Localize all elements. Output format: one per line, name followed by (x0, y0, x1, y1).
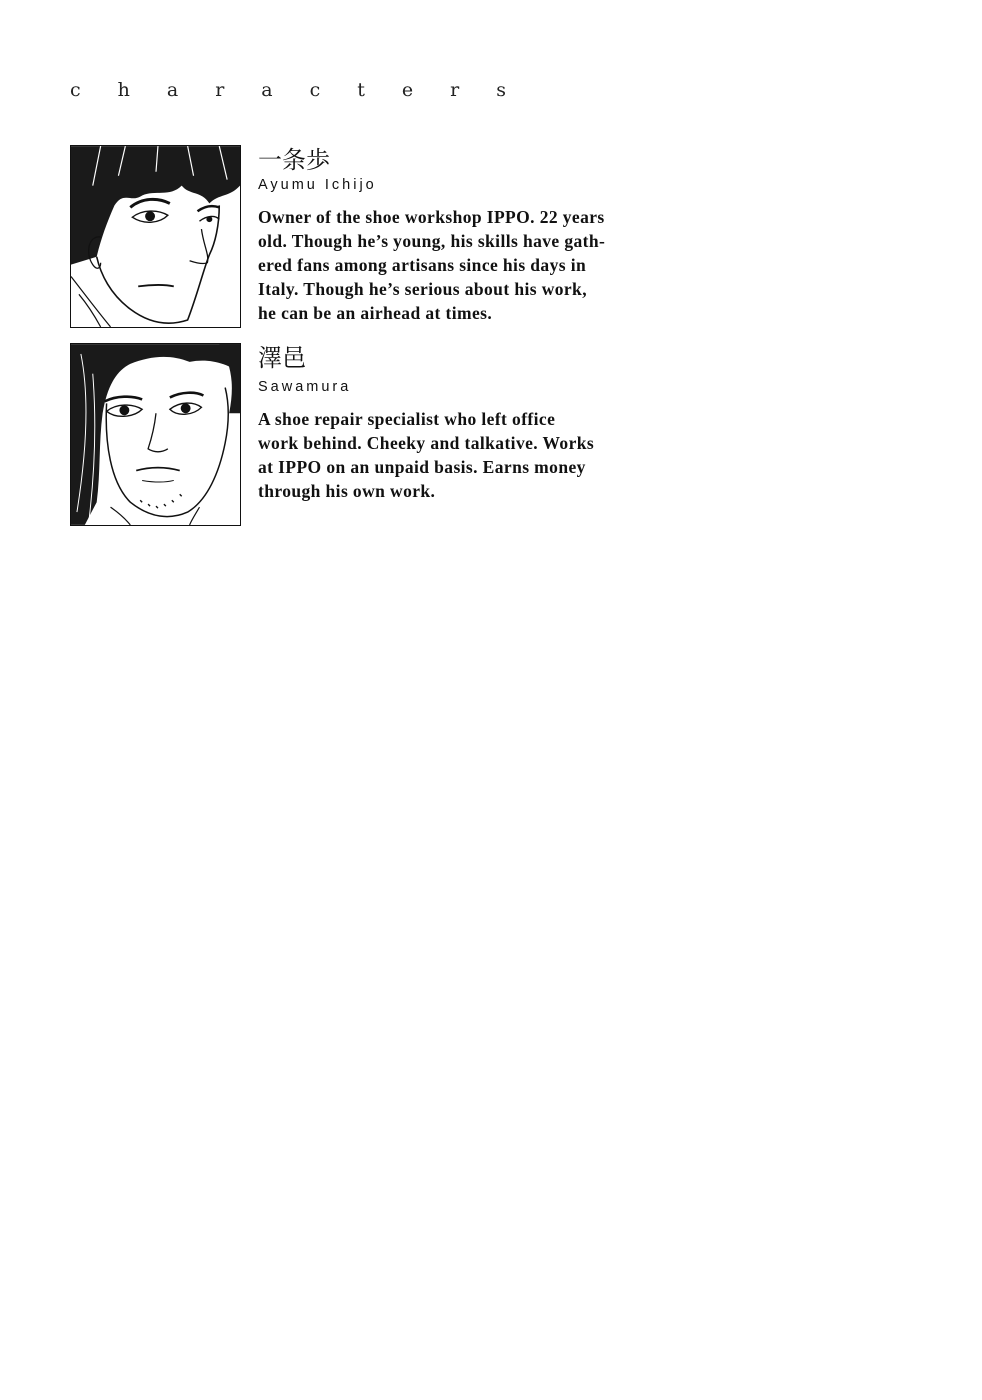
character-text-ayumu (258, 145, 668, 325)
bio-line: Italy. Though he’s serious about his work, (258, 279, 587, 299)
bio-line: work behind. Cheeky and talkative. Works (258, 433, 595, 453)
portrait-sawamura-illustration (71, 344, 240, 525)
bio-line: old. Though he’s young, his skills have gath- (258, 231, 606, 251)
bio-line: Owner of the shoe workshop IPPO. 22 years (258, 207, 605, 227)
bio-line: A shoe repair specialist who left office (258, 409, 556, 429)
portrait-ayumu (70, 145, 241, 328)
bio-line: at IPPO on an unpaid basis. Earns money (258, 457, 586, 477)
bio-line: through his own work. (258, 481, 436, 501)
character-name-jp: 一条歩 (258, 146, 330, 174)
character-text-sawamura (258, 343, 668, 503)
character-bio (258, 205, 668, 325)
bio-line: ered fans among artisans since his days in (258, 255, 587, 275)
page-heading: characters (70, 79, 543, 101)
character-name-en: Ayumu Ichijo (258, 177, 377, 193)
portrait-sawamura (70, 343, 241, 526)
bio-line: he can be an airhead at times. (258, 303, 493, 323)
portrait-ayumu-illustration (71, 146, 240, 327)
character-bio (258, 407, 668, 503)
character-name-en: Sawamura (258, 379, 352, 395)
character-name-jp: 澤邑 (258, 344, 306, 372)
